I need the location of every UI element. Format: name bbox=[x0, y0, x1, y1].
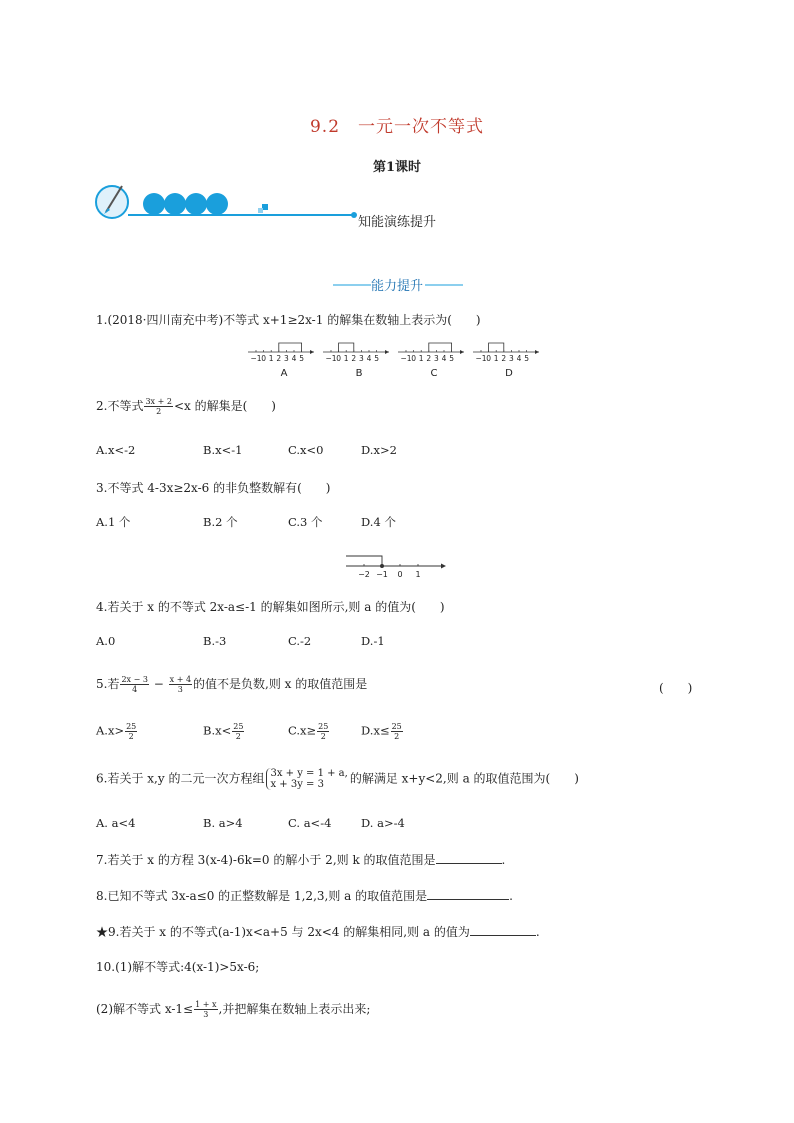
solid-dot bbox=[380, 564, 384, 568]
axis-arrow bbox=[310, 350, 314, 354]
tick-label: 4 bbox=[441, 354, 447, 363]
q10-frac-den: 3 bbox=[203, 1010, 209, 1019]
tick-label: 1 bbox=[418, 354, 424, 363]
tick-label: −2 bbox=[358, 570, 370, 579]
tick-label: 3 bbox=[359, 354, 364, 363]
tick-label: 4 bbox=[366, 354, 372, 363]
tick-label: 4 bbox=[291, 354, 297, 363]
q2-option-d: D.x>2 bbox=[361, 443, 397, 457]
q5-minus: − bbox=[153, 677, 164, 691]
axis-arrow bbox=[385, 350, 389, 354]
q5-opt-a-num: 25 bbox=[126, 722, 137, 731]
q5-opt-a-frac bbox=[125, 722, 137, 741]
tick-label: 0 bbox=[411, 354, 416, 363]
question-1: 1.(2018·四川南充中考)不等式 x+1≥2x-1 的解集在数轴上表示为( ) bbox=[96, 313, 481, 327]
tick-label: 1 bbox=[268, 354, 274, 363]
tick-label: 3 bbox=[509, 354, 514, 363]
q10-part2-prefix: (2)解不等式 x-1≤ bbox=[96, 1002, 194, 1016]
solution-bracket bbox=[429, 343, 452, 352]
question-9 bbox=[96, 923, 540, 940]
tick-label: 2 bbox=[276, 354, 282, 363]
question-3: 3.不等式 4-3x≥2x-6 的非负整数解有( ) bbox=[96, 481, 331, 495]
tick-label: 0 bbox=[336, 354, 341, 363]
q5-opt-b-frac bbox=[232, 722, 244, 741]
question-6 bbox=[96, 768, 579, 790]
tick-label: 1 bbox=[343, 354, 349, 363]
q7-end: . bbox=[501, 853, 506, 867]
q5-option-c bbox=[288, 722, 330, 741]
q2-prefix: 2.不等式 bbox=[96, 399, 144, 413]
q5-frac2-num: x + 4 bbox=[169, 675, 192, 684]
q5-opt-c-text: C.x≥ bbox=[288, 723, 317, 738]
q6-equation-system bbox=[266, 768, 347, 790]
tick-label: −1 bbox=[475, 354, 487, 363]
q10-fraction bbox=[194, 1000, 217, 1019]
question-5 bbox=[96, 675, 367, 694]
tick-label: 1 bbox=[415, 570, 421, 579]
q5-opt-d-den: 2 bbox=[394, 732, 400, 741]
q5-opt-a-text: A.x> bbox=[96, 723, 125, 738]
q6-prefix: 6.若关于 x,y 的二元一次方程组 bbox=[96, 771, 265, 786]
tick-label: 5 bbox=[374, 354, 379, 363]
q5-frac1-den: 4 bbox=[132, 685, 138, 694]
question-8 bbox=[96, 887, 513, 904]
q2-fraction bbox=[144, 397, 172, 416]
tick-label: 5 bbox=[524, 354, 529, 363]
q2-suffix: <x 的解集是( ) bbox=[173, 399, 276, 413]
q4-option-d: D.-1 bbox=[361, 634, 385, 648]
q4-option-c: C.-2 bbox=[288, 634, 312, 648]
tick-label: 2 bbox=[501, 354, 507, 363]
q2-option-a: A.x<-2 bbox=[96, 443, 136, 457]
tick-label: −1 bbox=[400, 354, 412, 363]
question-7 bbox=[96, 851, 505, 868]
axis-arrow bbox=[441, 564, 446, 569]
q1-number-lines bbox=[248, 336, 548, 380]
q7-text: 7.若关于 x 的方程 3(x-4)-6k=0 的解小于 2,则 k 的取值范围是 bbox=[96, 853, 436, 867]
q5-option-b bbox=[203, 722, 245, 741]
q5-answer-paren: ( ) bbox=[659, 681, 693, 695]
tick-label: 0 bbox=[261, 354, 266, 363]
q2-frac-num: 3x + 2 bbox=[145, 397, 172, 406]
q5-fraction-1 bbox=[120, 675, 148, 694]
option-label: A bbox=[280, 368, 288, 379]
q6-eq1: 3x + y = 1 + a, bbox=[270, 768, 348, 779]
q4-option-b: B.-3 bbox=[203, 634, 227, 648]
tick-label: 0 bbox=[397, 570, 403, 579]
q5-opt-d-num: 25 bbox=[391, 722, 402, 731]
q9-text: ★9.若关于 x 的不等式(a-1)x<a+5 与 2x<4 的解集相同,则 a 的值为 bbox=[96, 925, 470, 939]
q5-opt-c-num: 25 bbox=[318, 722, 329, 731]
lesson-subtitle: 第1课时 bbox=[372, 160, 422, 175]
q3-option-a: A.1 个 bbox=[96, 515, 131, 529]
question-2 bbox=[96, 397, 276, 416]
tick-label: 5 bbox=[299, 354, 304, 363]
tick-label: −1 bbox=[250, 354, 262, 363]
q5-opt-c-frac bbox=[317, 722, 329, 741]
axis-arrow bbox=[535, 350, 539, 354]
tick-label: 5 bbox=[449, 354, 454, 363]
section-heading: 能力提升 bbox=[370, 279, 423, 294]
axis-arrow bbox=[460, 350, 464, 354]
tick-label: −1 bbox=[325, 354, 337, 363]
q6-eq2: x + 3y = 3 bbox=[270, 779, 324, 790]
q5-prefix: 5.若 bbox=[96, 677, 120, 691]
q9-end: . bbox=[535, 925, 540, 939]
q2-option-c: C.x<0 bbox=[288, 443, 324, 457]
q6-option-b: B. a>4 bbox=[203, 816, 243, 830]
q5-suffix: 的值不是负数,则 x 的取值范围是 bbox=[193, 677, 368, 691]
q4-number-line bbox=[344, 546, 448, 580]
tick-label: 3 bbox=[434, 354, 439, 363]
q5-opt-c-den: 2 bbox=[320, 732, 326, 741]
question-10-part-1: 10.(1)解不等式:4(x-1)>5x-6; bbox=[96, 960, 260, 974]
q5-fraction-2 bbox=[169, 675, 192, 694]
tick-label: 0 bbox=[486, 354, 491, 363]
banner-label: 知能演练提升 bbox=[358, 215, 437, 230]
option-label: C bbox=[430, 368, 438, 379]
solution-bracket bbox=[279, 343, 302, 352]
q5-opt-b-text: B.x< bbox=[203, 723, 232, 738]
q8-end: . bbox=[509, 889, 513, 903]
tick-label: 2 bbox=[351, 354, 357, 363]
question-4: 4.若关于 x 的不等式 2x-a≤-1 的解集如图所示,则 a 的值为( ) bbox=[96, 600, 445, 614]
q5-opt-b-num: 25 bbox=[233, 722, 244, 731]
q5-opt-a-den: 2 bbox=[128, 732, 134, 741]
q5-frac2-den: 3 bbox=[177, 685, 183, 694]
q5-opt-b-den: 2 bbox=[235, 732, 241, 741]
q5-frac1-num: 2x − 3 bbox=[121, 675, 148, 684]
page-title: 9.2 一元一次不等式 bbox=[309, 117, 485, 137]
q5-option-d bbox=[361, 722, 404, 741]
q10-part2-suffix: ,并把解集在数轴上表示出来; bbox=[218, 1002, 371, 1016]
q2-option-b: B.x<-1 bbox=[203, 443, 243, 457]
q7-answer-blank[interactable] bbox=[436, 851, 502, 864]
option-label: D bbox=[505, 368, 513, 379]
q8-answer-blank[interactable] bbox=[427, 887, 509, 900]
q3-option-d: D.4 个 bbox=[361, 515, 396, 529]
q6-option-a: A. a<4 bbox=[96, 816, 136, 830]
brush-logo-icon bbox=[96, 186, 128, 218]
q10-frac-num: 1 + x bbox=[195, 1000, 217, 1009]
q6-option-c: C. a<-4 bbox=[288, 816, 332, 830]
tick-label: 4 bbox=[516, 354, 522, 363]
tick-label: −1 bbox=[376, 570, 388, 579]
tick-label: 2 bbox=[426, 354, 432, 363]
q6-option-d: D. a>-4 bbox=[361, 816, 405, 830]
q5-opt-d-text: D.x≤ bbox=[361, 723, 390, 738]
q6-suffix: 的解满足 x+y<2,则 a 的取值范围为( ) bbox=[349, 771, 579, 786]
q8-text: 8.已知不等式 3x-a≤0 的正整数解是 1,2,3,则 a 的取值范围是 bbox=[96, 889, 428, 903]
q3-option-b: B.2 个 bbox=[203, 515, 238, 529]
q5-option-a bbox=[96, 722, 138, 741]
q2-frac-den: 2 bbox=[156, 407, 162, 416]
tick-label: 1 bbox=[493, 354, 499, 363]
q4-option-a: A.0 bbox=[96, 634, 116, 648]
q3-option-c: C.3 个 bbox=[288, 515, 323, 529]
q9-answer-blank[interactable] bbox=[470, 923, 536, 936]
q5-opt-d-frac bbox=[391, 722, 403, 741]
section-banner bbox=[92, 178, 372, 228]
tick-label: 3 bbox=[284, 354, 289, 363]
option-label: B bbox=[355, 368, 363, 379]
question-10-part-2 bbox=[96, 1000, 370, 1019]
